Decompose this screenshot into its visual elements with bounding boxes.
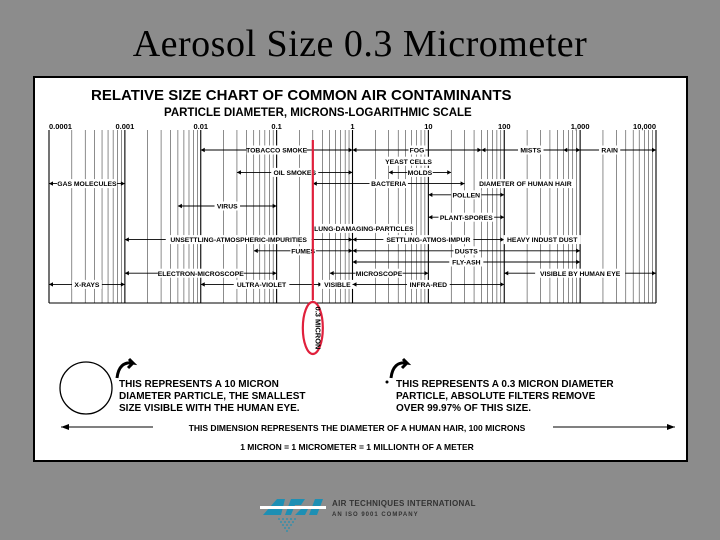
range-x-rays <box>49 280 125 289</box>
range-arrow-right <box>652 271 656 275</box>
range-heavy-indust-dust <box>504 235 581 244</box>
scale-label: 0.001 <box>115 122 135 131</box>
range-arrow-left <box>254 249 258 253</box>
range-label: HEAVY INDUST DUST <box>507 237 578 245</box>
range-arrow-left <box>353 260 357 264</box>
range-arrow-left <box>563 148 567 152</box>
range-label: VIRUS <box>216 203 238 211</box>
note-left-line: THIS REPRESENTS A 10 MICRON <box>119 379 279 390</box>
range-dusts <box>353 246 581 255</box>
range-arrow-right <box>273 204 277 208</box>
hair-dimension-label: THIS DIMENSION REPRESENTS THE DIAMETER OF A HUMAN HAIR, 100 MICRONS <box>188 423 526 433</box>
range-arrow-left <box>49 181 53 185</box>
range-arrow-right <box>652 148 656 152</box>
ten-micron-circle <box>60 362 112 414</box>
micron-definition: 1 MICRON = 1 MICROMETER = 1 MILLIONTH OF A METER <box>240 442 474 452</box>
range-arrow-left <box>504 271 508 275</box>
range-arrow-left <box>49 282 53 286</box>
scale-label: 1,000 <box>570 122 590 131</box>
range-label: GAS MOLECULES <box>57 181 117 189</box>
range-arrow-right <box>500 193 504 197</box>
range-fog <box>353 146 482 155</box>
range-arrow-left <box>389 170 393 174</box>
range-arrow-right <box>500 282 504 286</box>
range-arrow-left <box>125 271 129 275</box>
note-right-line: THIS REPRESENTS A 0.3 MICRON DIAMETER <box>396 379 614 390</box>
scale-label: 100 <box>497 122 511 131</box>
range-label: OIL SMOKES <box>273 170 317 177</box>
scale-label: 0.1 <box>271 122 282 131</box>
range-arrow-right <box>477 148 481 152</box>
range-arrow-right <box>349 170 353 174</box>
range-diameter-of-human-hair <box>476 179 575 188</box>
range-yeast-cells <box>383 157 434 166</box>
range-arrow-left <box>353 249 357 253</box>
range-arrow-left <box>178 204 182 208</box>
range-arrow-left <box>353 148 357 152</box>
range-label: MISTS <box>520 147 542 155</box>
range-plant-spores <box>428 213 504 222</box>
range-arrow-left <box>201 282 205 286</box>
note-left-line: SIZE VISIBLE WITH THE HUMAN EYE. <box>119 403 300 414</box>
note-left <box>119 379 305 414</box>
range-arrow-right <box>500 215 504 219</box>
scale-label: 10,000 <box>633 122 656 131</box>
range-label: SETTLING-ATMOS-IMPUR <box>386 237 471 245</box>
range-arrow-right <box>576 260 580 264</box>
range-arrow-right <box>273 271 277 275</box>
range-label: VISIBLE <box>324 282 351 289</box>
range-label: VISIBLE BY HUMAN EYE <box>539 270 621 278</box>
range-arrow-right <box>461 181 465 185</box>
range-pollen <box>428 190 504 199</box>
range-arrow-left <box>428 215 432 219</box>
range-arrow-right <box>121 181 125 185</box>
range-virus <box>178 202 277 211</box>
range-arrow-left <box>481 148 485 152</box>
range-label: UNSETTLING-ATMOSPHERIC-IMPURITIES <box>170 237 307 245</box>
range-label: RAIN <box>601 147 618 155</box>
range-label: ELECTRON-MICROSCOPE <box>157 270 244 278</box>
slide-title: Aerosol Size 0.3 Micrometer <box>132 23 588 65</box>
range-gas-molecules <box>49 179 125 188</box>
range-label: MOLDS <box>407 170 433 177</box>
chart-subheader: PARTICLE DIAMETER, MICRONS-LOGARITHMIC SCALE <box>164 107 472 119</box>
range-label: DUSTS <box>454 248 478 256</box>
range-oil-smokes <box>237 168 353 177</box>
right-arrow-icon <box>391 359 407 378</box>
range-lung-damaging-particles <box>312 224 415 233</box>
range-arrow-right <box>121 282 125 286</box>
range-label: DIAMETER OF HUMAN HAIR <box>479 181 572 189</box>
range-label: FOG <box>409 147 425 155</box>
scale-label: 1 <box>350 122 355 131</box>
note-left-line: DIAMETER PARTICLE, THE SMALLEST <box>119 391 306 402</box>
range-arrow-right <box>349 237 353 241</box>
range-label: POLLEN <box>452 192 481 200</box>
marker-label: 0.3 MICRON <box>313 306 323 350</box>
range-label: FUMES <box>291 248 316 256</box>
range-arrow-right <box>349 249 353 253</box>
chart-header: RELATIVE SIZE CHART OF COMMON AIR CONTAMINANTS <box>91 87 512 104</box>
size-chart-svg <box>35 78 686 460</box>
range-arrow-right <box>349 148 353 152</box>
range-label: INFRA-RED <box>409 282 448 289</box>
note-right <box>396 379 614 414</box>
size-chart <box>33 76 688 462</box>
left-arrow-icon <box>117 359 133 378</box>
range-label: MICROSCOPE <box>355 270 403 278</box>
note-right-line: OVER 99.97% OF THIS SIZE. <box>396 403 532 414</box>
range-arrow-left <box>201 148 205 152</box>
range-label: LUNG-DAMAGING-PARTICLES <box>314 226 414 233</box>
range-arrow-left <box>330 271 334 275</box>
range-label: BACTERIA <box>371 181 407 189</box>
range-label: PLANT-SPORES <box>439 214 493 222</box>
scale-labels <box>49 122 656 131</box>
range-arrow-right <box>447 170 451 174</box>
range-arrow-left <box>125 237 129 241</box>
range-fly-ash <box>353 258 581 267</box>
range-arrow-right <box>424 271 428 275</box>
iso-statement: AN ISO 9001 COMPANY <box>332 512 419 518</box>
company-name: AIR TECHNIQUES INTERNATIONAL <box>332 499 476 508</box>
range-label: ULTRA-VIOLET <box>236 282 287 289</box>
range-label: TOBACCO SMOKE <box>246 147 308 155</box>
range-unsettling-atmospheric-impurities <box>125 235 353 244</box>
point-three-micron-dot <box>386 381 389 384</box>
scale-label: 0.01 <box>193 122 209 131</box>
range-label: YEAST CELLS <box>385 158 432 166</box>
scale-label: 0.0001 <box>49 122 72 131</box>
hair-dimension-line <box>61 421 675 433</box>
range-label: FLY-ASH <box>452 259 481 267</box>
range-microscope <box>330 269 429 278</box>
range-arrow-left <box>237 170 241 174</box>
range-visible <box>320 280 354 289</box>
range-fumes <box>254 246 353 255</box>
range-arrow-left <box>428 193 432 197</box>
range-arrow-right <box>576 249 580 253</box>
range-ultra-violet <box>201 280 323 289</box>
range-rain <box>563 146 656 155</box>
range-arrow-left <box>353 237 357 241</box>
scale-label: 10 <box>424 122 433 131</box>
range-label: X-RAYS <box>74 282 100 289</box>
note-right-line: PARTICLE, ABSOLUTE FILTERS REMOVE <box>396 391 596 402</box>
